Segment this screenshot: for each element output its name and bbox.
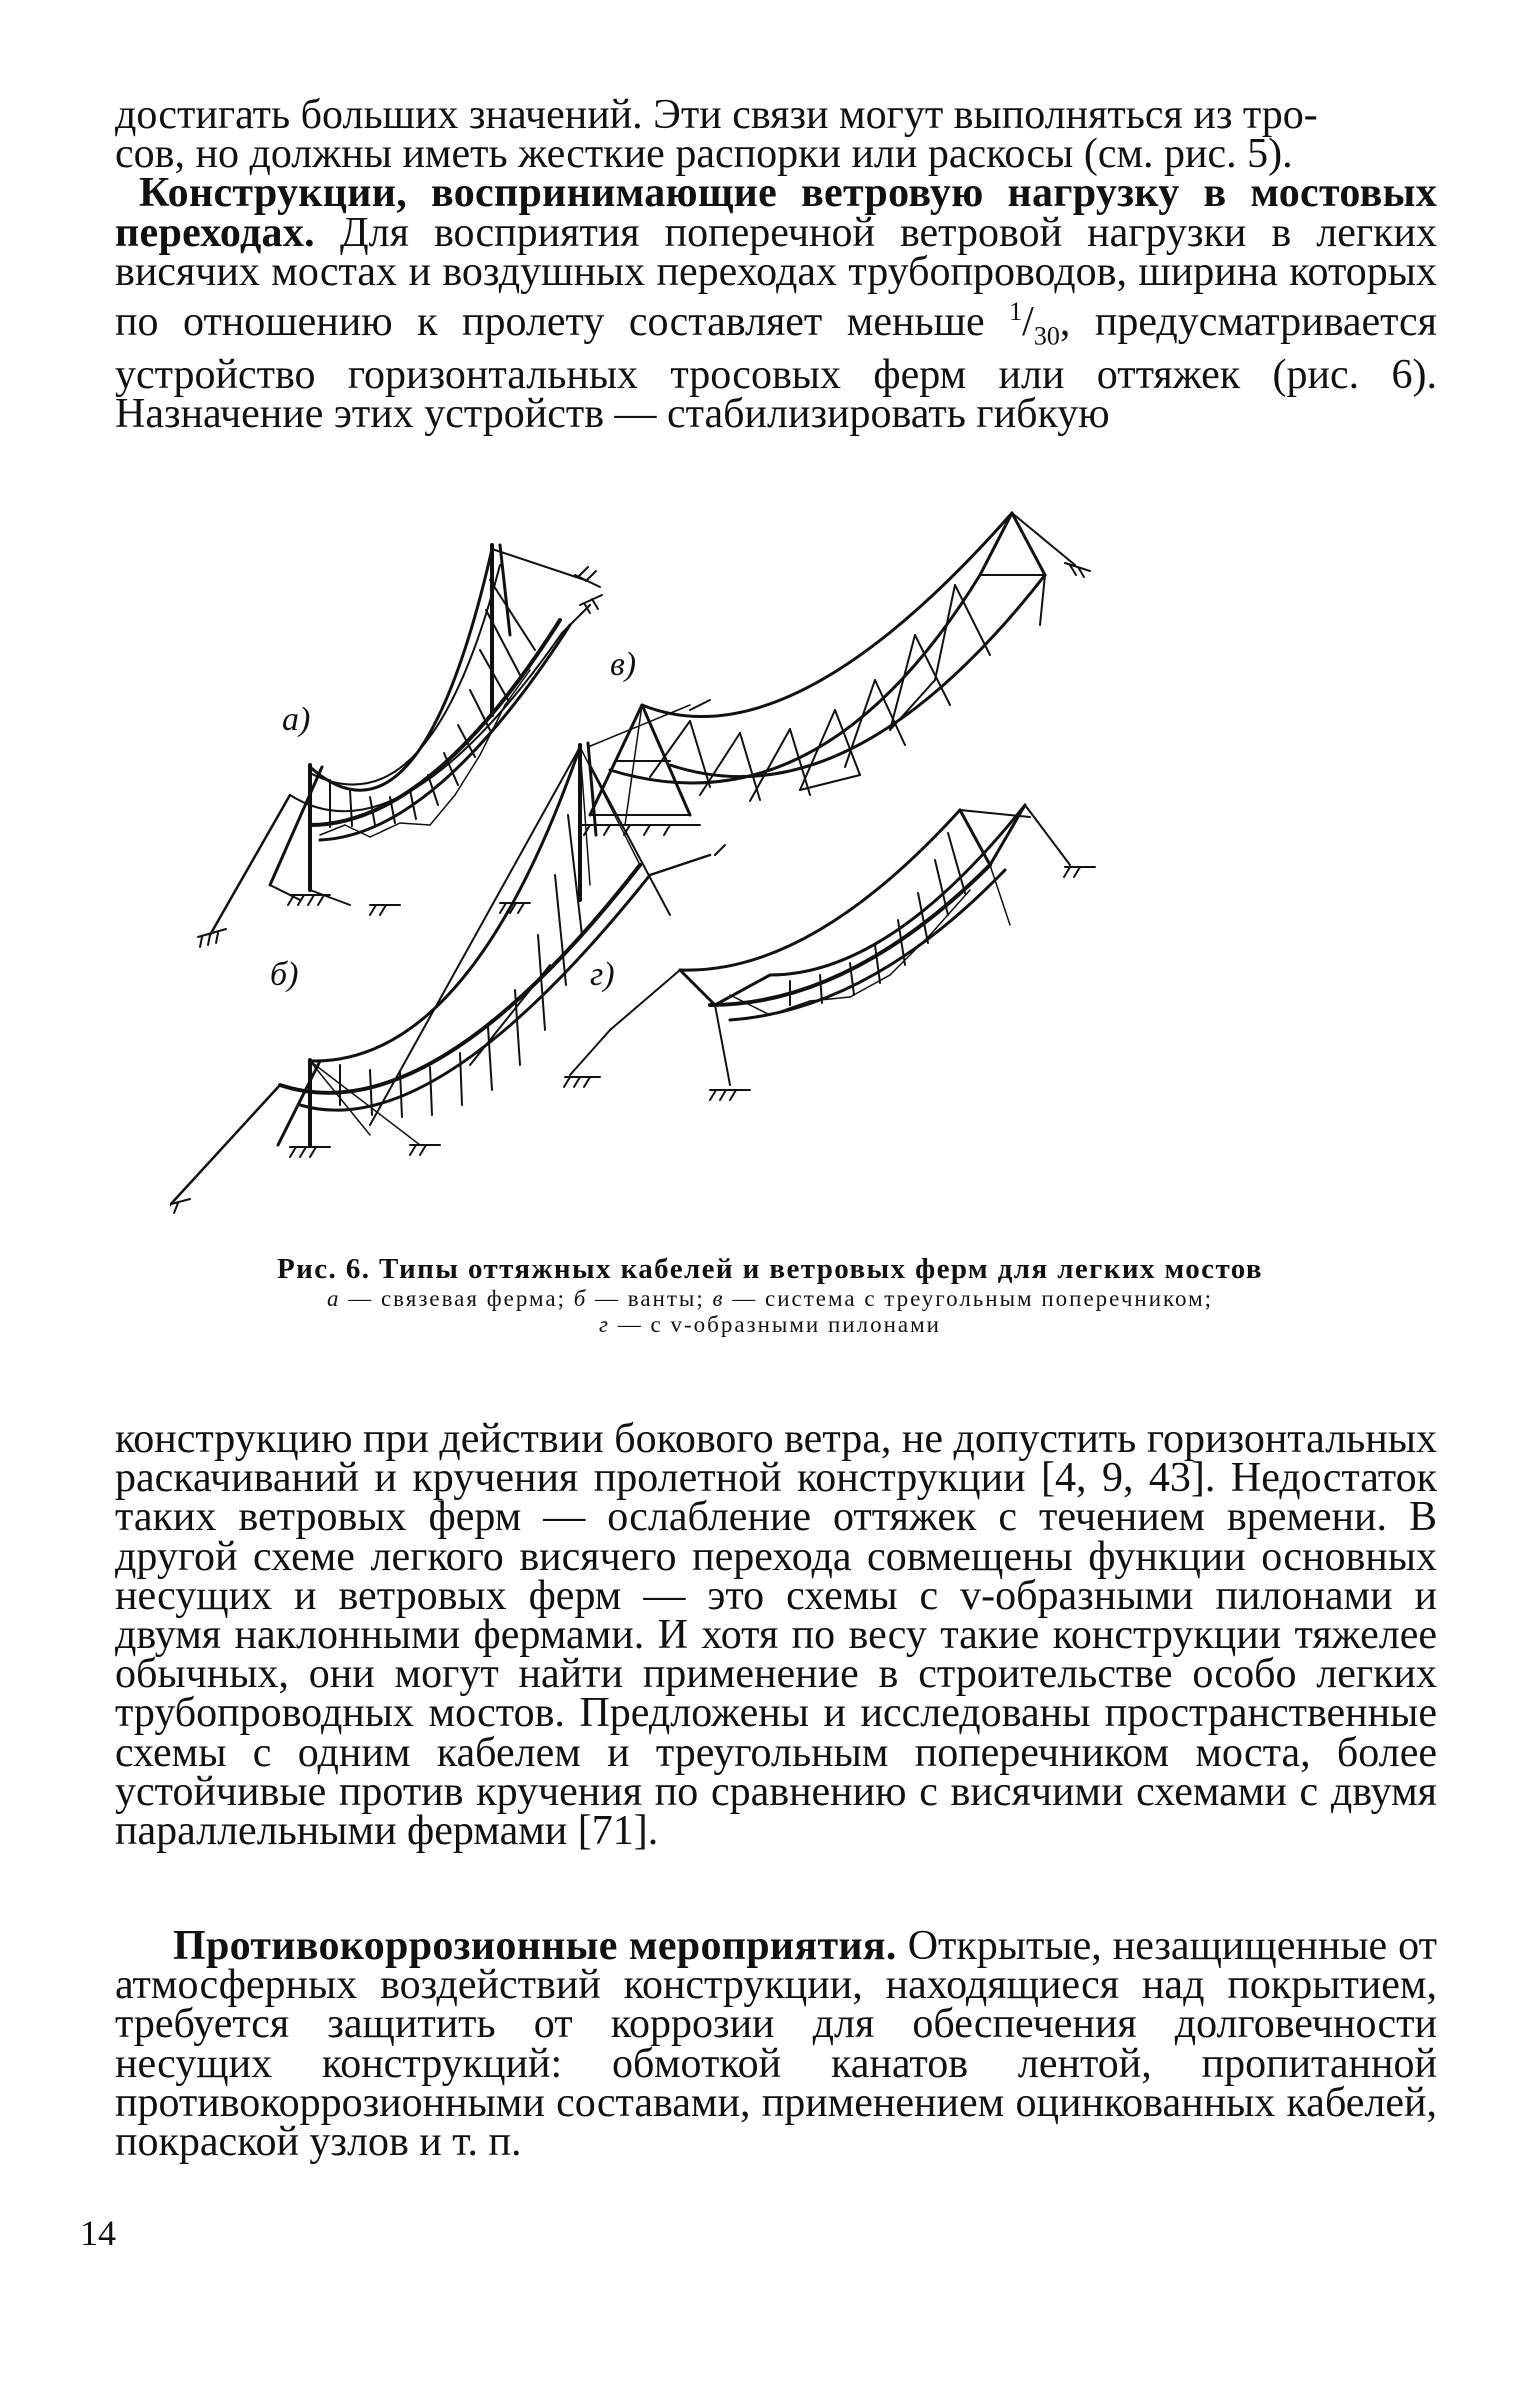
caption-title: Рис. 6. Типы оттяжных кабелей и ветровых ферм для легких мостов (277, 1253, 1263, 1285)
fraction: $^1/_{30}$ (1009, 297, 1060, 351)
legend-g-key: г (599, 1312, 610, 1337)
legend-v-key: в (712, 1286, 725, 1311)
label-a: а) (282, 701, 311, 738)
paragraph-1-text-b: , предусматривается устройство горизонтальных тросовых ферм или оттяжек (рис. 6). Назначение этих устройств — стабилизировать гибкую (115, 299, 1438, 437)
fraction-denominator: 30 (1033, 321, 1060, 351)
label-v: в) (610, 646, 637, 683)
diagram-g (564, 805, 1095, 1100)
label-b: б) (270, 956, 299, 993)
section-heading-wind: Конструкции, воспринимающие ветровую нагрузку в мостовых переходах. (115, 170, 1437, 256)
paragraph-1-line-1: достигать больших значений. Эти связи могут выполняться из тро- (115, 92, 1318, 138)
paragraph-1-line-2: сов, но должны иметь жесткие распорки или раскосы (см. рис. 5). (115, 131, 1293, 178)
diagram-v (580, 513, 1090, 835)
fraction-numerator: 1 (1009, 297, 1023, 327)
diagram-a (198, 545, 602, 947)
legend-b-text: — ванты; (587, 1286, 713, 1311)
paragraph-1-text-a: Для восприятия поперечной ветровой нагрузки в легких висячих мостах и воздушных переходах трубопроводов, ширина которых по отношению к пролету составляет меньше (115, 209, 1438, 346)
legend-v-text: — система с треугольным поперечником; (724, 1286, 1214, 1311)
legend-b-key: б (573, 1286, 588, 1311)
caption-legend (150, 1286, 1390, 1338)
section-heading-corrosion: Противокоррозионные мероприятия. (173, 1923, 897, 1969)
figure-caption (150, 1252, 1390, 1338)
paragraph-1 (115, 92, 1438, 437)
paragraph-3-text: Открытые, незащищенные от атмосферных воздействий конструкции, находящиеся над покрытием, требуется защитить от коррозии для обеспечения долговечности несущих конструкций: обмоткой канатов лентой, пропитанной противокоррозионными составами, применением оцинкованных кабелей, покраской узлов и т. п. (115, 1923, 1437, 2166)
legend-g-text: — с v-образными пилонами (610, 1312, 941, 1337)
legend-a-key: а (326, 1286, 341, 1311)
paragraph-2: конструкцию при действии бокового ветра, не допустить горизонтальных раскачиваний и кручения пролетной конструкции [4, 9, 43]. Недостаток таких ветровых ферм — ослабление оттяжек с течением времени. В другой схеме легкого висячего перехода совмещены функции основных несущих и ветровых ферм — это схемы с v-образными пилонами и двумя наклонными фермами. И хотя по весу такие конструкции тяжелее обычных, они могут найти применение в строительстве особо легких трубопроводных мостов. Предложены и исследованы пространственные схемы с одним кабелем и треугольным поперечником моста, более устойчивые против кручения по сравнению с висячими схемами с двумя параллельными фермами [71]. (115, 1416, 1437, 1855)
figure-6-bridge-diagrams (170, 505, 1390, 1220)
legend-a-text: — связевая ферма; (340, 1286, 574, 1311)
paragraph-3 (115, 1923, 1437, 2166)
label-g: г) (590, 956, 615, 993)
page-number: 14 (80, 2213, 116, 2253)
